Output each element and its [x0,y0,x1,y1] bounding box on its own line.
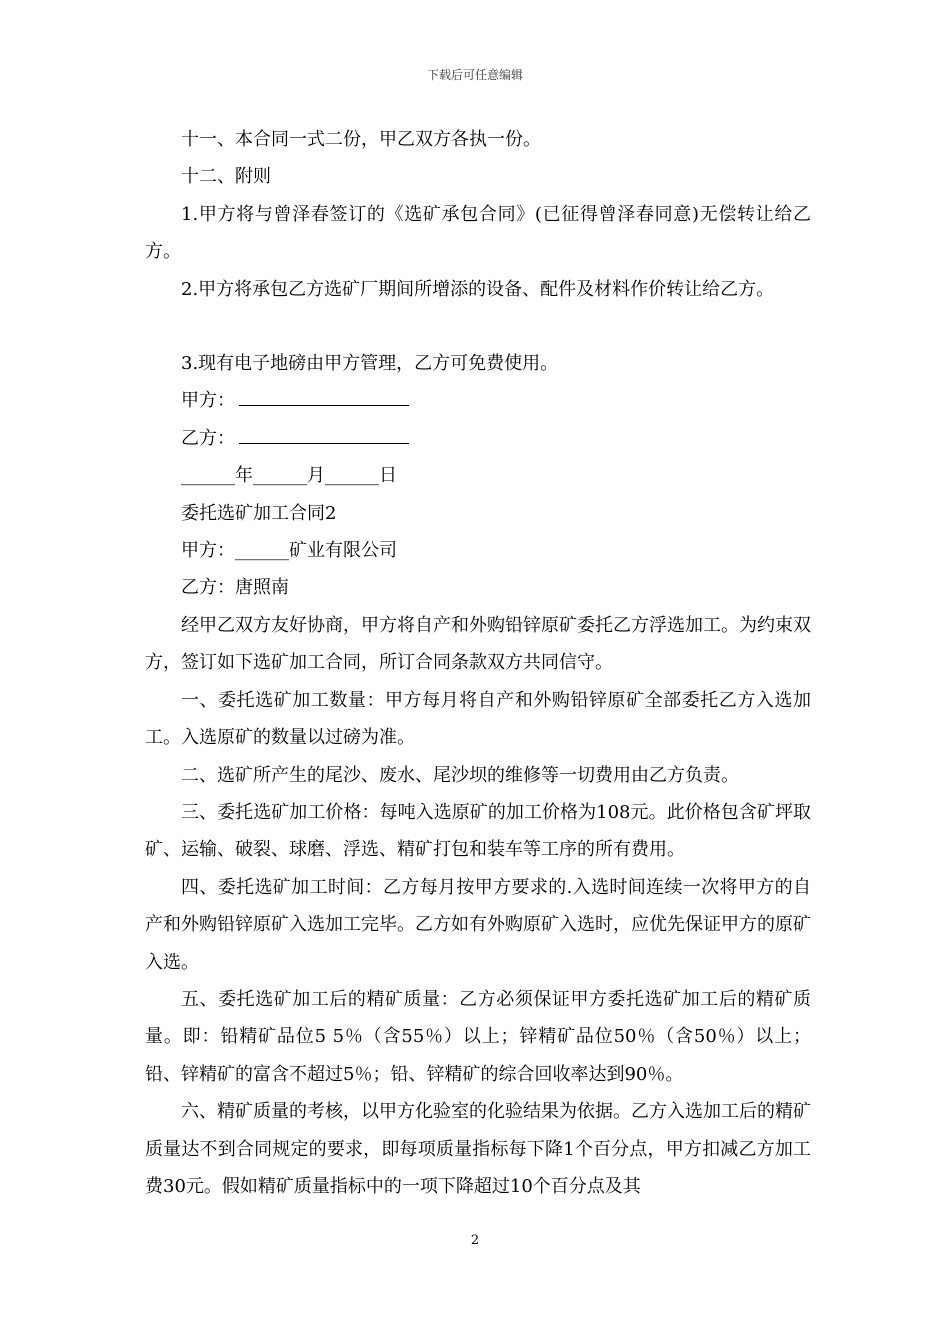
signature-line-b [239,442,409,444]
contract-2-title: 委托选矿加工合同2 [181,502,337,524]
clause-twelve-heading: 十二、附则 [181,166,271,188]
contract-2-clause-5: 五、委托选矿加工后的精矿质量：乙方必须保证甲方委托选矿加工后的精矿质量。即：铅精矿品位5 5％（含55％）以上；锌精矿品位50％（含50％）以上；铅、锌精矿的富含不超过5％；铅、锌精矿的综合回收率达到90％。 [145,988,811,1085]
contract-2-clause-4: 四、委托选矿加工时间：乙方每月按甲方要求的.入选时间连续一次将甲方的自产和外购铅锌原矿入选加工完毕。乙方如有外购原矿入选时，应优先保证甲方的原矿入选。 [145,876,811,973]
contract-2-party-a: 甲方：______矿业有限公司 [181,540,397,562]
signature-party-b [145,420,811,457]
signature-party-a [145,382,811,419]
contract-2-clause-3: 三、委托选矿加工价格：每吨入选原矿的加工价格为108元。此价格包含矿坪取矿、运输、破裂、球磨、浮选、精矿打包和装车等工序的所有费用。 [145,801,811,861]
page-number: 2 [470,1233,480,1248]
clause-eleven: 十一、本合同一式二份，甲乙双方各执一份。 [181,129,541,150]
signature-line-a [239,404,409,406]
contract-2-clause-2: 二、选矿所产生的尾沙、废水、尾沙坝的维修等一切费用由乙方负责。 [181,764,739,786]
signature-party-b-label: 乙方： [181,427,235,449]
document-body [145,121,811,1205]
signature-party-a-label: 甲方： [181,390,235,412]
contract-2-clause-1: 一、委托选矿加工数量：甲方每月将自产和外购铅锌原矿全部委托乙方入选加工。入选原矿的数量以过磅为准。 [145,689,811,749]
contract-2-preamble: 经甲乙双方友好协商，甲方将自产和外购铅锌原矿委托乙方浮选加工。为约束双方，签订如下选矿加工合同，所订合同条款双方共同信守。 [145,614,811,674]
contract-2-party-b: 乙方：唐照南 [181,577,289,599]
appendix-item-1: 1.甲方将与曾泽春签订的《选矿承包合同》(已征得曾泽春同意)无偿转让给乙方。 [145,203,811,263]
page-header: 下载后可任意编辑 [426,68,523,82]
appendix-item-2: 2.甲方将承包乙方选矿厂期间所增添的设备、配件及材料作价转让给乙方。 [181,278,775,300]
appendix-item-3: 3.现有电子地磅由甲方管理，乙方可免费使用。 [181,353,559,375]
contract-2-clause-6: 六、精矿质量的考核，以甲方化验室的化验结果为依据。乙方入选加工后的精矿质量达不到合同规定的要求，即每项质量指标每下降1个百分点，甲方扣减乙方加工费30元。假如精矿质量指标中的一项下降超过10个百分点及其 [145,1101,811,1197]
blank-line [145,308,811,345]
date-line: ______年______月______日 [181,465,397,487]
